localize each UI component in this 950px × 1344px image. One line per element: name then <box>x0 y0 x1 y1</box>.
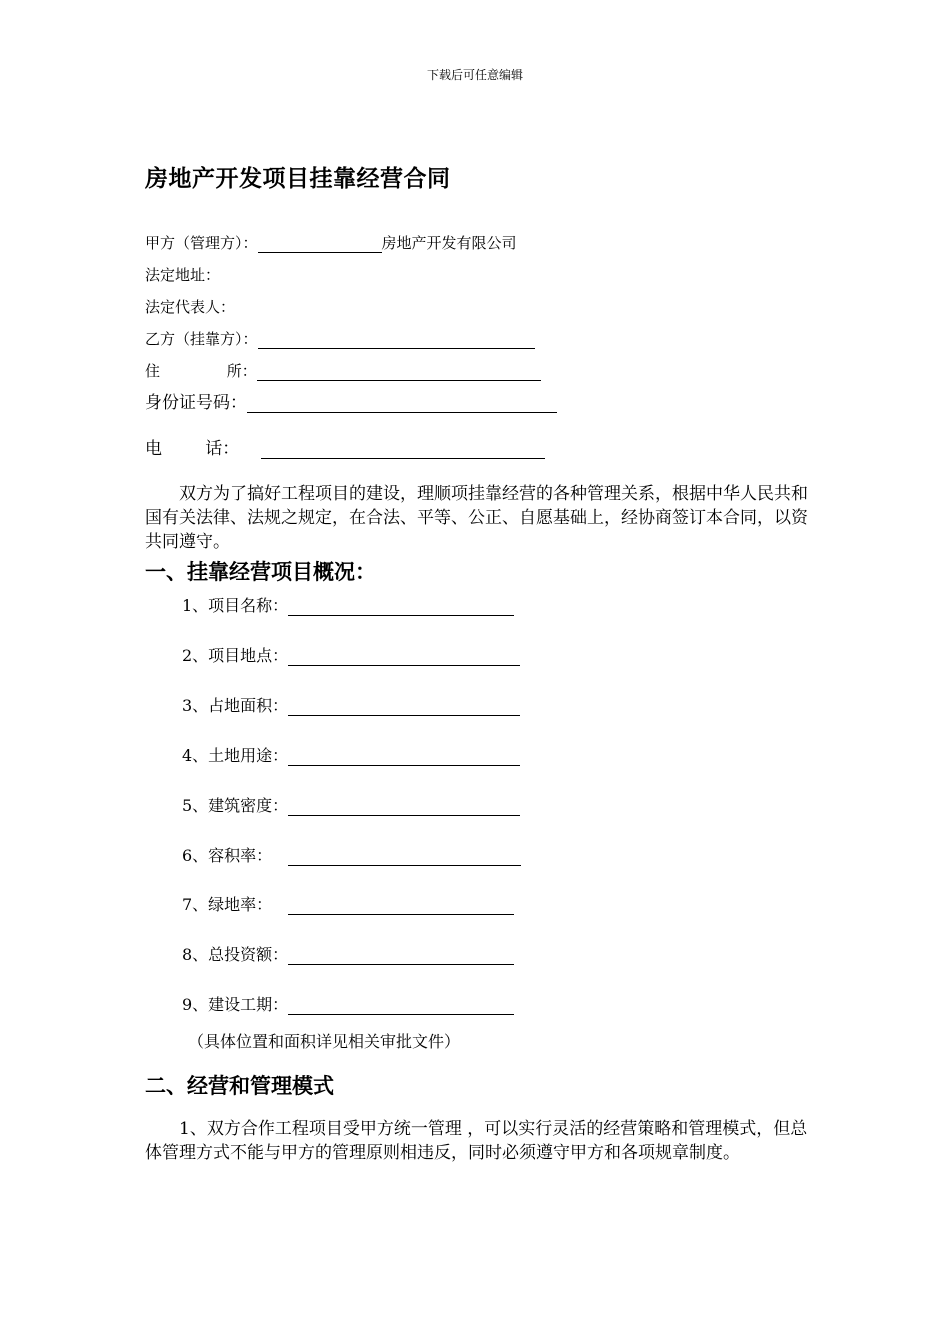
legal-rep-row <box>145 297 235 317</box>
header-note: 下载后可任意编辑 <box>426 68 523 82</box>
project-item <box>182 895 514 915</box>
project-item-blank[interactable] <box>288 598 514 616</box>
project-item-label: 5、建筑密度： <box>182 796 289 815</box>
phone-label: 电 话： <box>145 439 240 459</box>
project-item-label: 1、项目名称： <box>182 596 289 615</box>
party-b-blank[interactable] <box>258 332 535 349</box>
project-item-label: 3、占地面积： <box>182 696 289 715</box>
project-item-label: 2、项目地点： <box>182 646 289 665</box>
party-a-blank[interactable] <box>258 236 382 253</box>
party-a-row <box>145 233 517 253</box>
section1-heading: 一、挂靠经营项目概况： <box>145 559 376 584</box>
project-item-blank[interactable] <box>288 698 520 716</box>
project-item <box>182 846 521 866</box>
project-item-blank[interactable] <box>288 648 520 666</box>
project-item <box>182 646 520 666</box>
project-item-label: 4、土地用途： <box>182 746 289 765</box>
project-item-blank[interactable] <box>288 798 520 816</box>
project-item-blank[interactable] <box>288 748 520 766</box>
party-b-label: 乙方（挂靠方）： <box>145 330 258 348</box>
legal-rep-label: 法定代表人： <box>145 298 236 316</box>
id-row <box>145 393 557 413</box>
residence-row <box>145 361 541 381</box>
phone-blank[interactable] <box>261 442 545 459</box>
party-a-suffix: 房地产开发有限公司 <box>381 234 517 252</box>
phone-row <box>145 439 545 459</box>
party-b-row <box>145 329 535 349</box>
section2-text: 1、双方合作工程项目受甲方统一管理 ，可以实行灵活的经营策略和管理模式，但总体管理方式不能与甲方的管理原则相违反，同时必须遵守甲方和各项规章制度。 <box>145 1119 808 1163</box>
approval-note: （具体位置和面积详见相关审批文件） <box>188 1032 461 1051</box>
document-title: 房地产开发项目挂靠经营合同 <box>145 165 451 192</box>
residence-label: 住 所： <box>145 362 257 380</box>
address-row <box>145 265 220 285</box>
project-item-label: 8、总投资额： <box>182 945 289 964</box>
id-label: 身份证号码： <box>145 393 247 413</box>
project-item-blank[interactable] <box>288 997 514 1015</box>
project-item <box>182 596 514 616</box>
project-item <box>182 746 520 766</box>
project-item <box>182 995 514 1015</box>
intro-paragraph <box>145 482 810 554</box>
id-blank[interactable] <box>247 396 557 413</box>
project-item-label: 7、绿地率： <box>182 895 273 914</box>
section2-paragraph <box>145 1117 810 1165</box>
project-item <box>182 696 520 716</box>
project-item-blank[interactable] <box>288 848 521 866</box>
project-item <box>182 945 514 965</box>
residence-blank[interactable] <box>257 364 541 381</box>
project-item-blank[interactable] <box>288 897 514 915</box>
address-label: 法定地址： <box>145 266 221 284</box>
section2-heading: 二、经营和管理模式 <box>145 1073 334 1098</box>
intro-text: 双方为了搞好工程项目的建设，理顺项挂靠经营的各种管理关系，根据中华人民共和国有关法律、法规之规定，在合法、平等、公正、自愿基础上，经协商签订本合同，以资共同遵守。 <box>145 484 808 552</box>
project-item <box>182 796 520 816</box>
project-item-label: 6、容积率： <box>182 846 273 865</box>
project-item-blank[interactable] <box>288 947 514 965</box>
project-item-label: 9、建设工期： <box>182 995 289 1014</box>
party-a-label: 甲方（管理方）： <box>145 234 258 252</box>
